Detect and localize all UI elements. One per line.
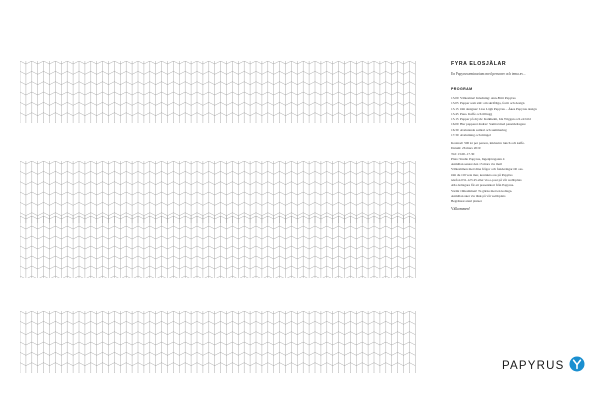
origami-fold-pattern — [20, 61, 418, 123]
program-item — [451, 133, 591, 138]
pattern-strip-1 — [20, 61, 418, 123]
detail-line: Datum: 26 mars 2019 — [451, 146, 481, 151]
pattern-strip-3 — [20, 216, 418, 278]
pattern-strip-4 — [20, 311, 418, 373]
program-time: 16.30 — [451, 127, 459, 132]
program-time: 13.00 — [451, 96, 459, 100]
brand-name: PAPYRUS — [502, 360, 565, 372]
detail-line: Varmt välkommen! Ta gärna med en kollega. — [451, 188, 513, 193]
detail-line: Anmälan senast den 15 mars via mail — [451, 162, 502, 167]
program-text: Paus. Kaffe och tilltugg — [460, 111, 493, 116]
signoff: Välkommen! — [451, 207, 470, 211]
detail-line: Välkommen med dina frågor och funderingar till oss. — [451, 167, 524, 172]
detail-line: Begränsat antal platser — [451, 199, 482, 204]
papyrus-y-circle-icon — [569, 356, 585, 377]
program-time: 17.30 — [451, 133, 459, 138]
program-time: 16.00 — [451, 122, 459, 127]
event-intro: En Papyrusseminarium med personer och tema av... — [451, 72, 526, 76]
program-text: Avslutande samtal och summering — [460, 127, 507, 132]
program-text: Papper som sätt: om skriftliga, form och design — [460, 101, 525, 106]
detail-line: Tid: 13.00–17.30 — [451, 151, 475, 156]
program-time: 15.15 — [451, 117, 459, 122]
event-title: FYRA ELOSJÄLAR — [451, 61, 507, 67]
program-text: Välkomna! Inledning: Ann-Britt Papyrus — [460, 96, 516, 100]
program-text: Hur papperet ändrar: Samtal med paneldeltagare — [460, 122, 526, 127]
program-time: 13.15 — [451, 106, 459, 111]
detail-line: Kostnad: 500 kr per person, inklusive lunch och kaffe. — [451, 141, 525, 145]
event-info-column — [451, 0, 591, 410]
papyrus-logo — [451, 356, 591, 376]
program-time: 13.05 — [451, 101, 459, 106]
program-text: Papper på dryck: Kalkheim, Ida Wiggan och ett bild — [460, 117, 531, 122]
program-list — [451, 96, 591, 138]
program-text: Avslutning och mingel — [460, 133, 491, 138]
origami-fold-pattern — [20, 161, 418, 223]
detail-line: telefon 031-123 45 eller via e-post på vår webbplats — [451, 178, 522, 183]
detail-line: Anmälan sker via länk på vår webbplats — [451, 193, 506, 198]
detail-line: Om du vill veta mer, kontakta oss på Papyrus — [451, 172, 513, 177]
program-text: Om designer: Lisa Lögh Papyrus – Åkes Papyrus design — [460, 106, 537, 111]
event-details — [451, 141, 591, 205]
pattern-strip-2 — [20, 161, 418, 223]
detail-line: Alla deltagare får ett presentkort från Papyrus. — [451, 183, 514, 188]
detail-line: Plats: Studio Papyrus, Ingenjörsgatan 4 — [451, 156, 505, 161]
origami-fold-pattern — [20, 216, 418, 278]
origami-fold-pattern — [20, 311, 418, 373]
program-time: 13.45 — [451, 111, 459, 116]
program-heading: PROGRAM — [451, 87, 473, 91]
